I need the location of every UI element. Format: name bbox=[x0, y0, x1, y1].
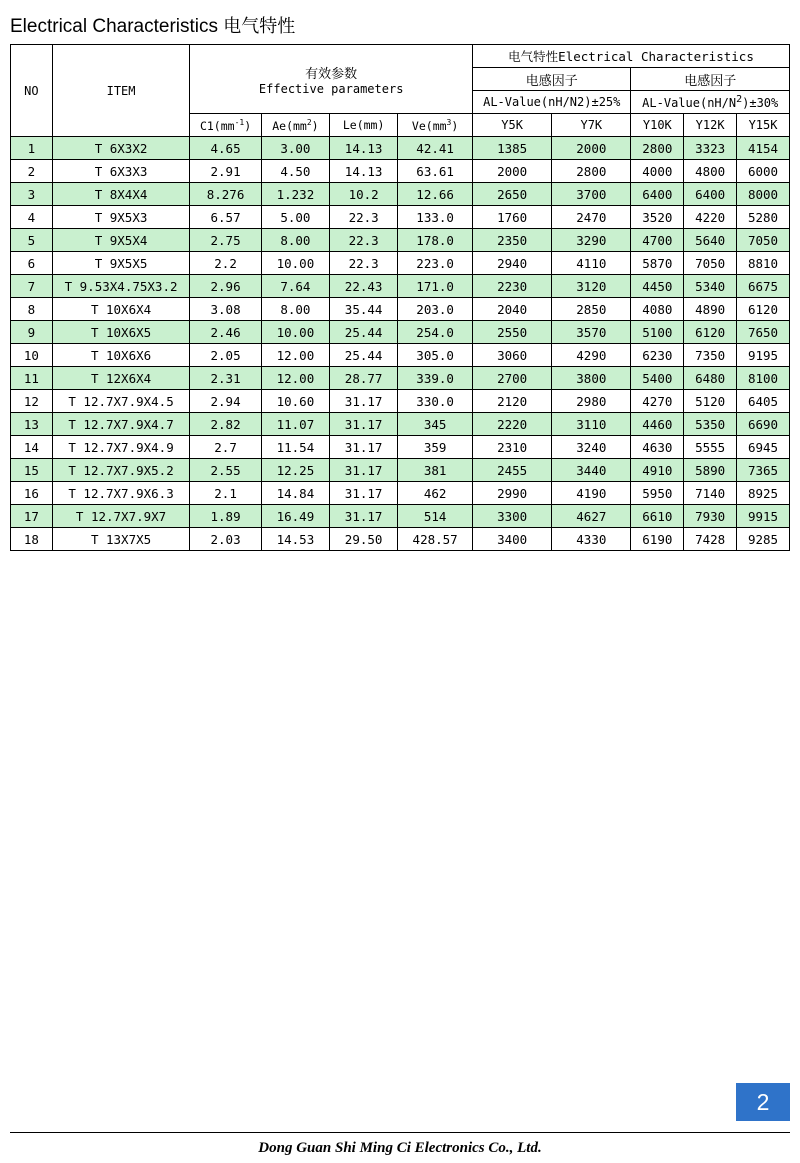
effective-label-cn: 有效参数 bbox=[305, 66, 358, 82]
cell-y15k: 9915 bbox=[737, 505, 790, 528]
cell-ae: 1.232 bbox=[261, 183, 329, 206]
cell-y5k: 2700 bbox=[473, 367, 552, 390]
cell-y10k: 4910 bbox=[631, 459, 684, 482]
cell-y5k: 3060 bbox=[473, 344, 552, 367]
cell-y12k: 5890 bbox=[684, 459, 737, 482]
footer-divider bbox=[10, 1132, 790, 1133]
cell-le: 22.3 bbox=[330, 206, 398, 229]
cell-le: 31.17 bbox=[330, 505, 398, 528]
cell-y12k: 7350 bbox=[684, 344, 737, 367]
cell-ve: 359 bbox=[398, 436, 473, 459]
cell-ve: 428.57 bbox=[398, 528, 473, 551]
cell-ae: 10.00 bbox=[261, 252, 329, 275]
table-body bbox=[11, 137, 790, 551]
cell-ve: 254.0 bbox=[398, 321, 473, 344]
cell-y15k: 9195 bbox=[737, 344, 790, 367]
cell-y7k: 3120 bbox=[552, 275, 631, 298]
cell-y15k: 5280 bbox=[737, 206, 790, 229]
cell-no: 14 bbox=[11, 436, 53, 459]
cell-ve: 462 bbox=[398, 482, 473, 505]
cell-y7k: 3240 bbox=[552, 436, 631, 459]
cell-le: 31.17 bbox=[330, 436, 398, 459]
cell-le: 22.3 bbox=[330, 252, 398, 275]
cell-item: T 10X6X5 bbox=[52, 321, 190, 344]
cell-ae: 5.00 bbox=[261, 206, 329, 229]
cell-y15k: 6000 bbox=[737, 160, 790, 183]
table-row bbox=[11, 183, 790, 206]
cell-item: T 9X5X5 bbox=[52, 252, 190, 275]
cell-le: 29.50 bbox=[330, 528, 398, 551]
cell-y15k: 7365 bbox=[737, 459, 790, 482]
cell-y10k: 5870 bbox=[631, 252, 684, 275]
cell-y5k: 2550 bbox=[473, 321, 552, 344]
page-title-en: Electrical Characteristics bbox=[10, 16, 224, 37]
cell-y10k: 4270 bbox=[631, 390, 684, 413]
col-header-y12k: Y12K bbox=[684, 114, 737, 137]
cell-y7k: 4330 bbox=[552, 528, 631, 551]
cell-ae: 11.07 bbox=[261, 413, 329, 436]
table-row bbox=[11, 459, 790, 482]
cell-y12k: 7140 bbox=[684, 482, 737, 505]
cell-c1: 2.2 bbox=[190, 252, 262, 275]
cell-ae: 12.25 bbox=[261, 459, 329, 482]
cell-y5k: 2940 bbox=[473, 252, 552, 275]
cell-ve: 133.0 bbox=[398, 206, 473, 229]
table-row bbox=[11, 344, 790, 367]
col-header-no: NO bbox=[11, 45, 53, 137]
cell-ae: 4.50 bbox=[261, 160, 329, 183]
cell-no: 8 bbox=[11, 298, 53, 321]
cell-no: 7 bbox=[11, 275, 53, 298]
cell-ve: 339.0 bbox=[398, 367, 473, 390]
cell-item: T 13X7X5 bbox=[52, 528, 190, 551]
cell-y15k: 6120 bbox=[737, 298, 790, 321]
cell-item: T 8X4X4 bbox=[52, 183, 190, 206]
table-row bbox=[11, 229, 790, 252]
cell-y12k: 5640 bbox=[684, 229, 737, 252]
cell-no: 4 bbox=[11, 206, 53, 229]
cell-y12k: 5120 bbox=[684, 390, 737, 413]
cell-ae: 7.64 bbox=[261, 275, 329, 298]
cell-y7k: 4110 bbox=[552, 252, 631, 275]
cell-no: 12 bbox=[11, 390, 53, 413]
cell-y5k: 2650 bbox=[473, 183, 552, 206]
cell-no: 16 bbox=[11, 482, 53, 505]
table-row bbox=[11, 413, 790, 436]
cell-ae: 10.00 bbox=[261, 321, 329, 344]
table-row bbox=[11, 367, 790, 390]
cell-ve: 223.0 bbox=[398, 252, 473, 275]
cell-y7k: 2800 bbox=[552, 160, 631, 183]
cell-item: T 12.7X7.9X4.7 bbox=[52, 413, 190, 436]
cell-y12k: 4890 bbox=[684, 298, 737, 321]
cell-item: T 9X5X4 bbox=[52, 229, 190, 252]
cell-ve: 63.61 bbox=[398, 160, 473, 183]
cell-y7k: 4290 bbox=[552, 344, 631, 367]
cell-y5k: 2455 bbox=[473, 459, 552, 482]
header-row-1 bbox=[11, 45, 790, 68]
cell-c1: 2.94 bbox=[190, 390, 262, 413]
cell-c1: 6.57 bbox=[190, 206, 262, 229]
cell-y15k: 7650 bbox=[737, 321, 790, 344]
table-row bbox=[11, 160, 790, 183]
cell-y7k: 3290 bbox=[552, 229, 631, 252]
cell-y7k: 3440 bbox=[552, 459, 631, 482]
cell-no: 15 bbox=[11, 459, 53, 482]
col-header-y10k: Y10K bbox=[631, 114, 684, 137]
cell-ve: 42.41 bbox=[398, 137, 473, 160]
col-header-c1: $C1(mm^{-1})$ bbox=[190, 114, 262, 137]
cell-item: T 10X6X4 bbox=[52, 298, 190, 321]
cell-y7k: 4627 bbox=[552, 505, 631, 528]
cell-le: 14.13 bbox=[330, 137, 398, 160]
cell-y12k: 4220 bbox=[684, 206, 737, 229]
cell-item: T 12.7X7.9X5.2 bbox=[52, 459, 190, 482]
cell-le: 25.44 bbox=[330, 344, 398, 367]
col-header-inductance-left: 电感因子 bbox=[473, 68, 631, 91]
cell-c1: 2.55 bbox=[190, 459, 262, 482]
cell-y5k: 1760 bbox=[473, 206, 552, 229]
cell-no: 10 bbox=[11, 344, 53, 367]
page-number-badge: 2 bbox=[736, 1083, 790, 1121]
cell-y15k: 6690 bbox=[737, 413, 790, 436]
col-header-al-value-25: AL-Value(nH/N2)±25% bbox=[473, 91, 631, 114]
cell-y12k: 5350 bbox=[684, 413, 737, 436]
cell-c1: 2.03 bbox=[190, 528, 262, 551]
cell-y7k: 3110 bbox=[552, 413, 631, 436]
cell-c1: 2.91 bbox=[190, 160, 262, 183]
cell-ve: 305.0 bbox=[398, 344, 473, 367]
cell-no: 2 bbox=[11, 160, 53, 183]
cell-le: 10.2 bbox=[330, 183, 398, 206]
table-row bbox=[11, 390, 790, 413]
page-title bbox=[10, 12, 295, 38]
col-header-y5k: Y5K bbox=[473, 114, 552, 137]
cell-item: T 9X5X3 bbox=[52, 206, 190, 229]
col-header-le: Le(mm) bbox=[330, 114, 398, 137]
cell-y10k: 6230 bbox=[631, 344, 684, 367]
cell-y15k: 4154 bbox=[737, 137, 790, 160]
cell-y12k: 7050 bbox=[684, 252, 737, 275]
col-header-y7k: Y7K bbox=[552, 114, 631, 137]
cell-ae: 12.00 bbox=[261, 367, 329, 390]
cell-y10k: 4450 bbox=[631, 275, 684, 298]
cell-y10k: 3520 bbox=[631, 206, 684, 229]
cell-item: T 12X6X4 bbox=[52, 367, 190, 390]
cell-ve: 381 bbox=[398, 459, 473, 482]
cell-item: T 12.7X7.9X4.5 bbox=[52, 390, 190, 413]
cell-ae: 14.53 bbox=[261, 528, 329, 551]
cell-y12k: 6400 bbox=[684, 183, 737, 206]
cell-ae: 12.00 bbox=[261, 344, 329, 367]
table-row bbox=[11, 505, 790, 528]
cell-y5k: 3400 bbox=[473, 528, 552, 551]
cell-ve: 330.0 bbox=[398, 390, 473, 413]
cell-y7k: 2000 bbox=[552, 137, 631, 160]
cell-item: T 12.7X7.9X6.3 bbox=[52, 482, 190, 505]
effective-label-en: Effective parameters bbox=[258, 81, 404, 96]
table-row bbox=[11, 298, 790, 321]
cell-no: 18 bbox=[11, 528, 53, 551]
col-header-electrical-group: 电气特性Electrical Characteristics bbox=[473, 45, 790, 68]
cell-y10k: 5950 bbox=[631, 482, 684, 505]
cell-y5k: 2230 bbox=[473, 275, 552, 298]
cell-item: T 6X3X2 bbox=[52, 137, 190, 160]
table-row bbox=[11, 482, 790, 505]
cell-y15k: 8000 bbox=[737, 183, 790, 206]
cell-c1: 2.46 bbox=[190, 321, 262, 344]
cell-ve: 203.0 bbox=[398, 298, 473, 321]
table-row bbox=[11, 137, 790, 160]
col-header-item: ITEM bbox=[52, 45, 190, 137]
cell-y5k: 2120 bbox=[473, 390, 552, 413]
cell-le: 22.43 bbox=[330, 275, 398, 298]
cell-no: 1 bbox=[11, 137, 53, 160]
cell-le: 28.77 bbox=[330, 367, 398, 390]
cell-ve: 171.0 bbox=[398, 275, 473, 298]
cell-ve: 12.66 bbox=[398, 183, 473, 206]
cell-y10k: 4000 bbox=[631, 160, 684, 183]
cell-y10k: 4630 bbox=[631, 436, 684, 459]
cell-y5k: 2990 bbox=[473, 482, 552, 505]
cell-item: T 9.53X4.75X3.2 bbox=[52, 275, 190, 298]
cell-y15k: 8810 bbox=[737, 252, 790, 275]
cell-item: T 12.7X7.9X4.9 bbox=[52, 436, 190, 459]
cell-y15k: 6405 bbox=[737, 390, 790, 413]
col-header-effective bbox=[190, 45, 473, 114]
table-row bbox=[11, 528, 790, 551]
cell-y5k: 2000 bbox=[473, 160, 552, 183]
cell-le: 35.44 bbox=[330, 298, 398, 321]
cell-c1: 2.1 bbox=[190, 482, 262, 505]
cell-y7k: 3570 bbox=[552, 321, 631, 344]
cell-ae: 16.49 bbox=[261, 505, 329, 528]
cell-y5k: 1385 bbox=[473, 137, 552, 160]
cell-c1: 2.31 bbox=[190, 367, 262, 390]
cell-y10k: 6610 bbox=[631, 505, 684, 528]
cell-y7k: 3700 bbox=[552, 183, 631, 206]
cell-c1: 1.89 bbox=[190, 505, 262, 528]
cell-ve: 178.0 bbox=[398, 229, 473, 252]
cell-le: 31.17 bbox=[330, 413, 398, 436]
cell-ae: 10.60 bbox=[261, 390, 329, 413]
cell-ae: 11.54 bbox=[261, 436, 329, 459]
cell-y15k: 9285 bbox=[737, 528, 790, 551]
cell-le: 14.13 bbox=[330, 160, 398, 183]
cell-c1: 8.276 bbox=[190, 183, 262, 206]
cell-no: 17 bbox=[11, 505, 53, 528]
cell-y7k: 2470 bbox=[552, 206, 631, 229]
cell-item: T 6X3X3 bbox=[52, 160, 190, 183]
cell-le: 25.44 bbox=[330, 321, 398, 344]
cell-y15k: 8925 bbox=[737, 482, 790, 505]
cell-y5k: 2310 bbox=[473, 436, 552, 459]
page-title-cn: 电气特性 bbox=[223, 16, 296, 37]
cell-ae: 3.00 bbox=[261, 137, 329, 160]
cell-y15k: 6675 bbox=[737, 275, 790, 298]
cell-y15k: 7050 bbox=[737, 229, 790, 252]
cell-no: 9 bbox=[11, 321, 53, 344]
cell-le: 31.17 bbox=[330, 459, 398, 482]
table-row bbox=[11, 252, 790, 275]
table-head bbox=[11, 45, 790, 137]
cell-no: 3 bbox=[11, 183, 53, 206]
cell-y12k: 6480 bbox=[684, 367, 737, 390]
cell-y7k: 3800 bbox=[552, 367, 631, 390]
cell-y7k: 4190 bbox=[552, 482, 631, 505]
cell-c1: 2.96 bbox=[190, 275, 262, 298]
cell-y5k: 2040 bbox=[473, 298, 552, 321]
cell-y10k: 4080 bbox=[631, 298, 684, 321]
cell-item: T 10X6X6 bbox=[52, 344, 190, 367]
cell-no: 5 bbox=[11, 229, 53, 252]
electrical-characteristics-table bbox=[10, 44, 790, 551]
cell-y15k: 6945 bbox=[737, 436, 790, 459]
cell-no: 6 bbox=[11, 252, 53, 275]
cell-no: 13 bbox=[11, 413, 53, 436]
col-header-y15k: Y15K bbox=[737, 114, 790, 137]
cell-y12k: 6120 bbox=[684, 321, 737, 344]
table-row bbox=[11, 206, 790, 229]
cell-y15k: 8100 bbox=[737, 367, 790, 390]
table-row bbox=[11, 436, 790, 459]
cell-y10k: 6190 bbox=[631, 528, 684, 551]
col-header-al-value-30: $AL-Value(nH/N^2)\pm 30\%$ bbox=[631, 91, 790, 114]
cell-c1: 2.75 bbox=[190, 229, 262, 252]
cell-y12k: 5340 bbox=[684, 275, 737, 298]
cell-no: 11 bbox=[11, 367, 53, 390]
col-header-ve: $Ve(mm^3)$ bbox=[398, 114, 473, 137]
cell-y10k: 6400 bbox=[631, 183, 684, 206]
cell-ve: 514 bbox=[398, 505, 473, 528]
cell-y7k: 2850 bbox=[552, 298, 631, 321]
cell-c1: 2.7 bbox=[190, 436, 262, 459]
cell-y10k: 5100 bbox=[631, 321, 684, 344]
footer-company-name: Dong Guan Shi Ming Ci Electronics Co., Ltd. bbox=[258, 1140, 542, 1156]
cell-y12k: 3323 bbox=[684, 137, 737, 160]
table-row bbox=[11, 321, 790, 344]
table-row bbox=[11, 275, 790, 298]
cell-c1: 2.82 bbox=[190, 413, 262, 436]
cell-ae: 8.00 bbox=[261, 298, 329, 321]
cell-y10k: 4700 bbox=[631, 229, 684, 252]
cell-le: 31.17 bbox=[330, 482, 398, 505]
cell-y5k: 2220 bbox=[473, 413, 552, 436]
cell-y7k: 2980 bbox=[552, 390, 631, 413]
cell-y12k: 5555 bbox=[684, 436, 737, 459]
col-header-inductance-right: 电感因子 bbox=[631, 68, 790, 91]
col-header-ae: $Ae(mm^2)$ bbox=[261, 114, 329, 137]
cell-item: T 12.7X7.9X7 bbox=[52, 505, 190, 528]
cell-y10k: 5400 bbox=[631, 367, 684, 390]
cell-ve: 345 bbox=[398, 413, 473, 436]
cell-c1: 4.65 bbox=[190, 137, 262, 160]
cell-y12k: 7930 bbox=[684, 505, 737, 528]
cell-y12k: 7428 bbox=[684, 528, 737, 551]
cell-le: 31.17 bbox=[330, 390, 398, 413]
cell-c1: 3.08 bbox=[190, 298, 262, 321]
cell-y5k: 2350 bbox=[473, 229, 552, 252]
cell-c1: 2.05 bbox=[190, 344, 262, 367]
cell-y10k: 4460 bbox=[631, 413, 684, 436]
cell-y12k: 4800 bbox=[684, 160, 737, 183]
cell-ae: 8.00 bbox=[261, 229, 329, 252]
cell-y5k: 3300 bbox=[473, 505, 552, 528]
cell-ae: 14.84 bbox=[261, 482, 329, 505]
cell-y10k: 2800 bbox=[631, 137, 684, 160]
cell-le: 22.3 bbox=[330, 229, 398, 252]
